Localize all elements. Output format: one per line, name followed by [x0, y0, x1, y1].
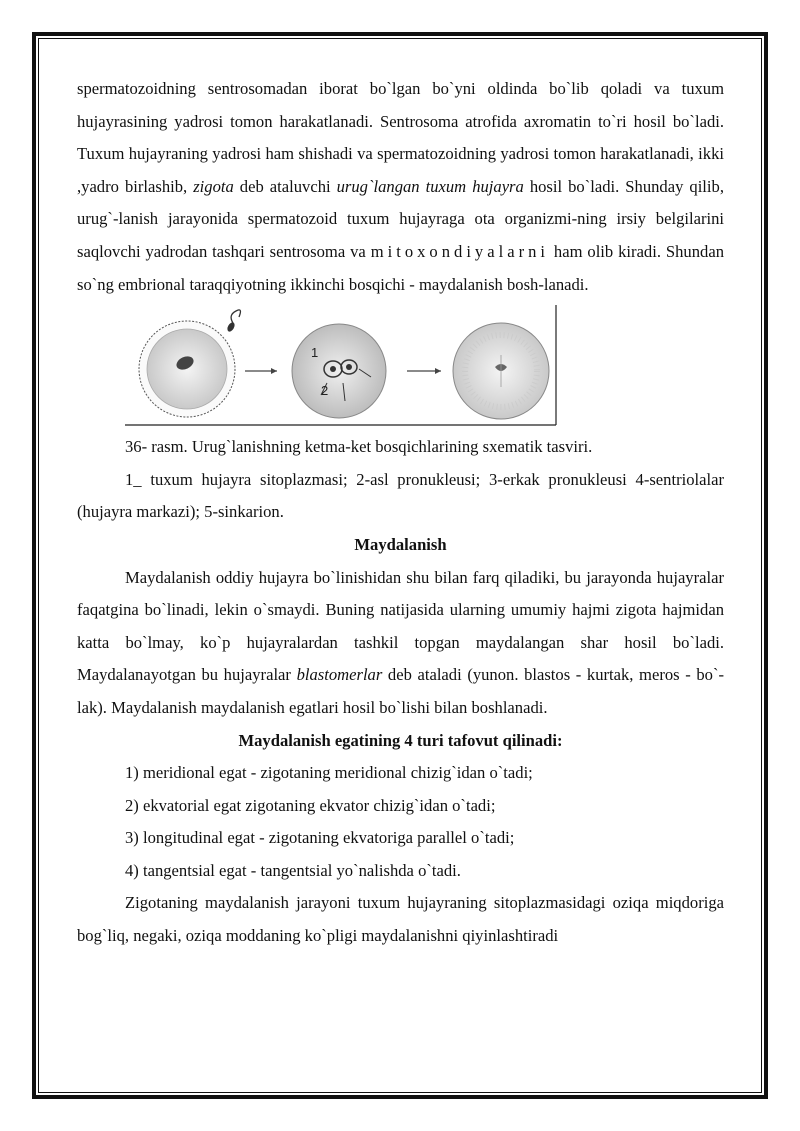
figure-legend: 1_ tuxum hujayra sitoplazmasi; 2-asl pronukleusi; 3-erkak pronukleusi 4-sentriolalar (hujayra markazi); 5-sinkarion.	[77, 469, 724, 522]
list-item: 3) longitudinal egat - zigotaning ekvatoriga parallel o`tadi;	[125, 828, 515, 848]
fertilization-stages-illustration	[125, 305, 557, 427]
section-heading-furrow-types: Maydalanish egatining 4 turi tafovut qilinadi:	[238, 730, 563, 750]
document-page	[77, 73, 724, 953]
figure-label-1: 1	[311, 345, 319, 361]
paragraph-cleavage: Maydalanish oddiy hujayra bo`linishidan shu bilan farq qiladiki, bu jarayonda hujayralar faqatgina bo`linadi, lekin o`smaydi. Buning natijasida ularning umumiy hajmi zigota hajmidan katta bo`lmay, ko`p hujayralardan tashkil topgan maydalangan shar hosil bo`ladi. Maydalanayotgan bu hujayralar blastomerlar deb ataladi (yunon. blastos - kurtak, meros - bo`-lak). Maydalanish maydalanish egatlari hosil bo`lishi bilan boshlanadi.	[77, 567, 724, 717]
section-heading-maydalanish: Maydalanish	[354, 534, 447, 554]
term-zigota: zigota	[193, 176, 234, 196]
paragraph-zygote-cleavage: Zigotaning maydalanish jarayoni tuxum hujayraning sitoplazmasidagi oziqa miqdoriga bog`liq, negaki, oziqa moddaning ko`pligi maydalanishni qiyinlashtiradi	[77, 893, 724, 946]
list-item: 2) ekvatorial egat zigotaning ekvator chizig`idan o`tadi;	[125, 795, 496, 815]
list-item: 4) tangentsial egat - tangentsial yo`nalishda o`tadi.	[125, 860, 461, 880]
term-mitochondria: mitoxondiyalarni	[370, 241, 549, 261]
paragraph-fertilization: spermatozoidning sentrosomadan iborat bo`lgan bo`yni oldinda bo`lib qoladi va tuxum hujayrasining yadrosi tomon harakatlanadi. Sentrosoma atrofida axromatin to`ri hosil bo`ladi. Tuxum hujayraning yadrosi ham shishadi va spermatozoidning yadrosi tomon harakatlanadi, ikki ,yadro birlashib, zigota deb ataluvchi urug`langan tuxum hujayra hosil bo`ladi. Shunday qilib, urug`-lanish jarayonida spermatozoid tuxum hujayraga ota organizmi-ning irsiy belgilarini saqlovchi yadrodan tashqari sentrosoma va mitoxondiyalarni ham olib kiradi. Shundan so`ng embrional taraqqiyotning ikkinchi bosqichi - maydalanish bosh-lanadi.	[77, 79, 724, 294]
term-fertilized-egg: urug`langan tuxum hujayra	[336, 176, 524, 196]
figure-label-2: 2	[321, 383, 329, 399]
term-blastomerlar: blastomerlar	[296, 665, 383, 685]
list-item: 1) meridional egat - zigotaning meridional chizig`idan o`tadi;	[125, 763, 533, 783]
figure-caption: 36- rasm. Urug`lanishning ketma-ket bosqichlarining sxematik tasviri.	[125, 437, 593, 457]
figure-36	[77, 305, 724, 427]
